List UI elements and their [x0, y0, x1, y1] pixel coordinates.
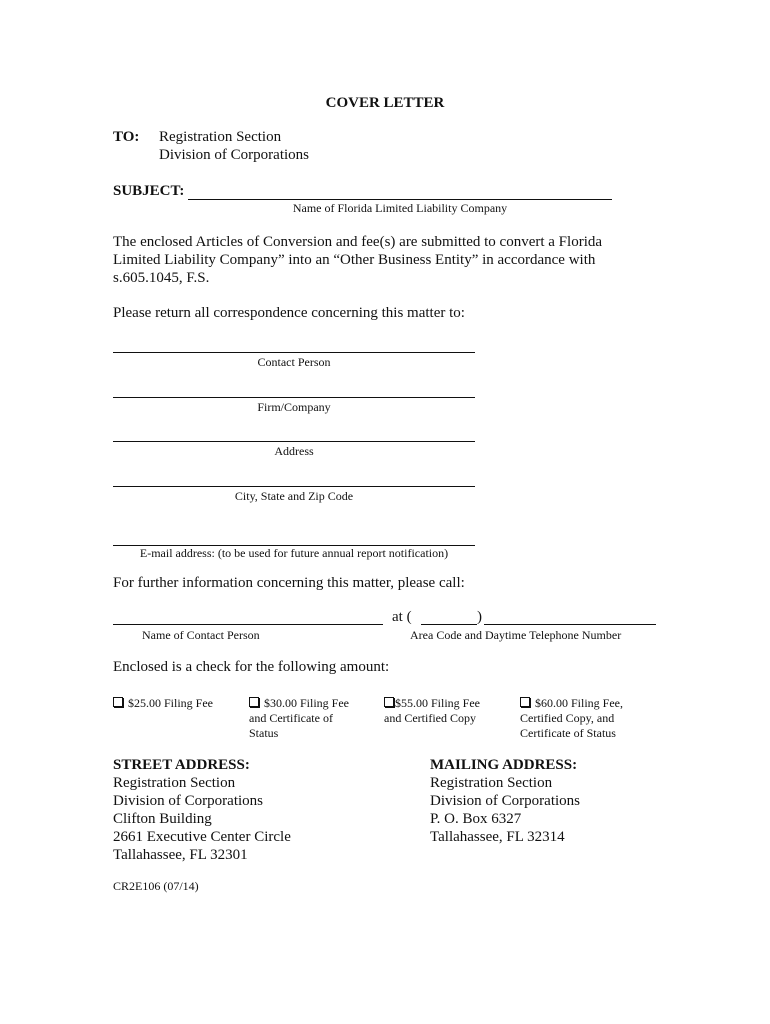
to-line-1: Registration Section [159, 129, 282, 145]
mailing-address-heading: MAILING ADDRESS: [430, 757, 578, 773]
subject-label: SUBJECT: [113, 183, 185, 199]
area-code-line[interactable] [421, 624, 477, 625]
address-line[interactable] [113, 441, 475, 442]
checkbox-icon[interactable] [384, 697, 394, 707]
address-caption: Address [274, 444, 314, 458]
contact-person-line[interactable] [113, 352, 475, 353]
form-code: CR2E106 (07/14) [113, 879, 199, 893]
fee-option-25[interactable]: $25.00 Filing Fee [113, 696, 243, 711]
subject-caption: Name of Florida Limited Liability Company [292, 201, 508, 215]
enclosed-text: Enclosed is a check for the following amount: [113, 659, 390, 675]
street-address-line: Division of Corporations [113, 793, 263, 809]
street-address-heading: STREET ADDRESS: [113, 757, 250, 773]
to-label: TO: [113, 129, 140, 145]
at-label: at ( [392, 609, 412, 625]
document-title: COVER LETTER [325, 95, 445, 111]
contact-name-caption: Name of Contact Person [142, 628, 260, 642]
checkbox-icon[interactable] [520, 697, 530, 707]
further-info-text: For further information concerning this matter, please call: [113, 575, 465, 591]
street-address-line: Tallahassee, FL 32301 [113, 847, 248, 863]
city-state-zip-line[interactable] [113, 486, 475, 487]
phone-caption: Area Code and Daytime Telephone Number [410, 628, 622, 642]
street-address-line: Registration Section [113, 775, 236, 791]
mailing-address-line: Division of Corporations [430, 793, 580, 809]
paren-close: ) [477, 609, 482, 625]
street-address-line: Clifton Building [113, 811, 212, 827]
phone-number-line[interactable] [484, 624, 656, 625]
email-caption: E-mail address: (to be used for future annual report notification) [139, 546, 449, 560]
fee-option-55[interactable]: $55.00 Filing Fee and Certified Copy [384, 696, 481, 725]
street-address-line: 2661 Executive Center Circle [113, 829, 291, 845]
fee-option-60[interactable]: $60.00 Filing Fee, Certified Copy, and Certificate of Status [520, 696, 624, 740]
contact-name-line[interactable] [113, 624, 383, 625]
mailing-address-line: P. O. Box 6327 [430, 811, 522, 827]
city-state-zip-caption: City, State and Zip Code [234, 489, 354, 503]
subject-input-line[interactable] [188, 199, 612, 200]
mailing-address-line: Registration Section [430, 775, 553, 791]
contact-person-caption: Contact Person [257, 355, 331, 369]
checkbox-icon[interactable] [113, 697, 123, 707]
to-line-2: Division of Corporations [159, 147, 309, 163]
firm-company-caption: Firm/Company [257, 400, 331, 414]
checkbox-icon[interactable] [249, 697, 259, 707]
mailing-address-line: Tallahassee, FL 32314 [430, 829, 565, 845]
firm-company-line[interactable] [113, 397, 475, 398]
fee-option-30[interactable]: $30.00 Filing Fee and Certificate of Status [249, 696, 350, 740]
mailing-address-block [430, 756, 580, 846]
body-paragraph-2: Please return all correspondence concerning this matter to: [113, 305, 465, 321]
body-paragraph-1: The enclosed Articles of Conversion and fee(s) are submitted to convert a Florida Limited Liability Company” into an “Other Business Entity” in accordance with s.605.1045, F.S. [113, 234, 603, 286]
street-address-block [113, 756, 291, 864]
